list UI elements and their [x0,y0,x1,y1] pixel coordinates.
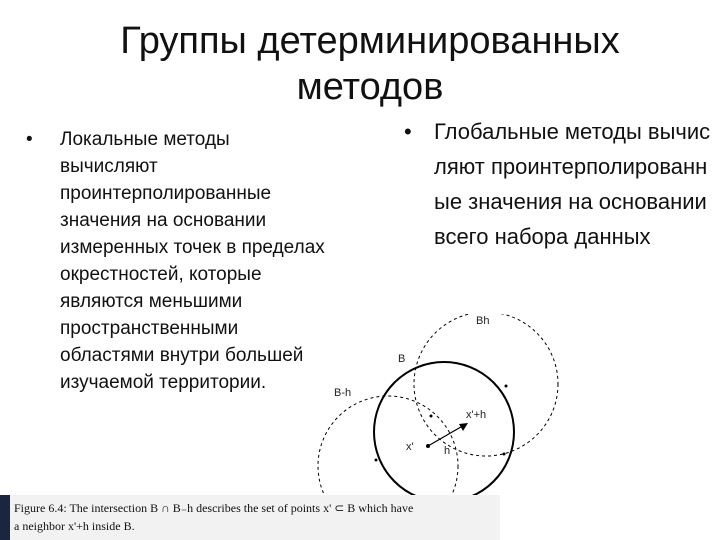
sample-point [503,453,506,456]
bullet-point: • [26,129,33,150]
sample-point [430,415,433,418]
circle-b-plus-h [414,314,558,456]
sample-point [375,459,378,462]
label-x-prime: x' [406,441,414,453]
label-x-prime-plus-h: x'+h [466,409,487,421]
caption-line-1: Figure 6.4: The intersection B ∩ B₋h describes the set of points x' ⊂ B which have [14,501,414,515]
label-b-minus-h: B-h [334,387,352,399]
caption-line-2: a neighbor x'+h inside B. [14,519,135,533]
caption-stripe [0,495,10,540]
bullet-point: • [404,119,412,144]
global-methods-text: Глобальные методы вычисляют проинтерполированные значения на основании всего набора данных [434,119,711,249]
slide-title: Группы детерминированных методов [120,20,620,108]
label-b: B [398,353,406,365]
sample-point [505,385,508,388]
local-methods-text: Локальные методы вычисляют проинтерполированные значения на основании измеренных точек в пределах окрестностей, которые являются меньшими пространственными областями внутри большей изучаемой территории. [60,129,325,393]
label-b-plus-h: Bh [476,315,490,327]
arrow-h [428,424,466,446]
circle-b [374,362,514,502]
global-methods-block [404,114,720,254]
circle-b-minus-h [318,396,458,504]
label-h: h [444,445,451,457]
local-methods-block [26,126,331,396]
neighborhood-diagram [316,314,566,504]
figure-caption [14,499,500,535]
